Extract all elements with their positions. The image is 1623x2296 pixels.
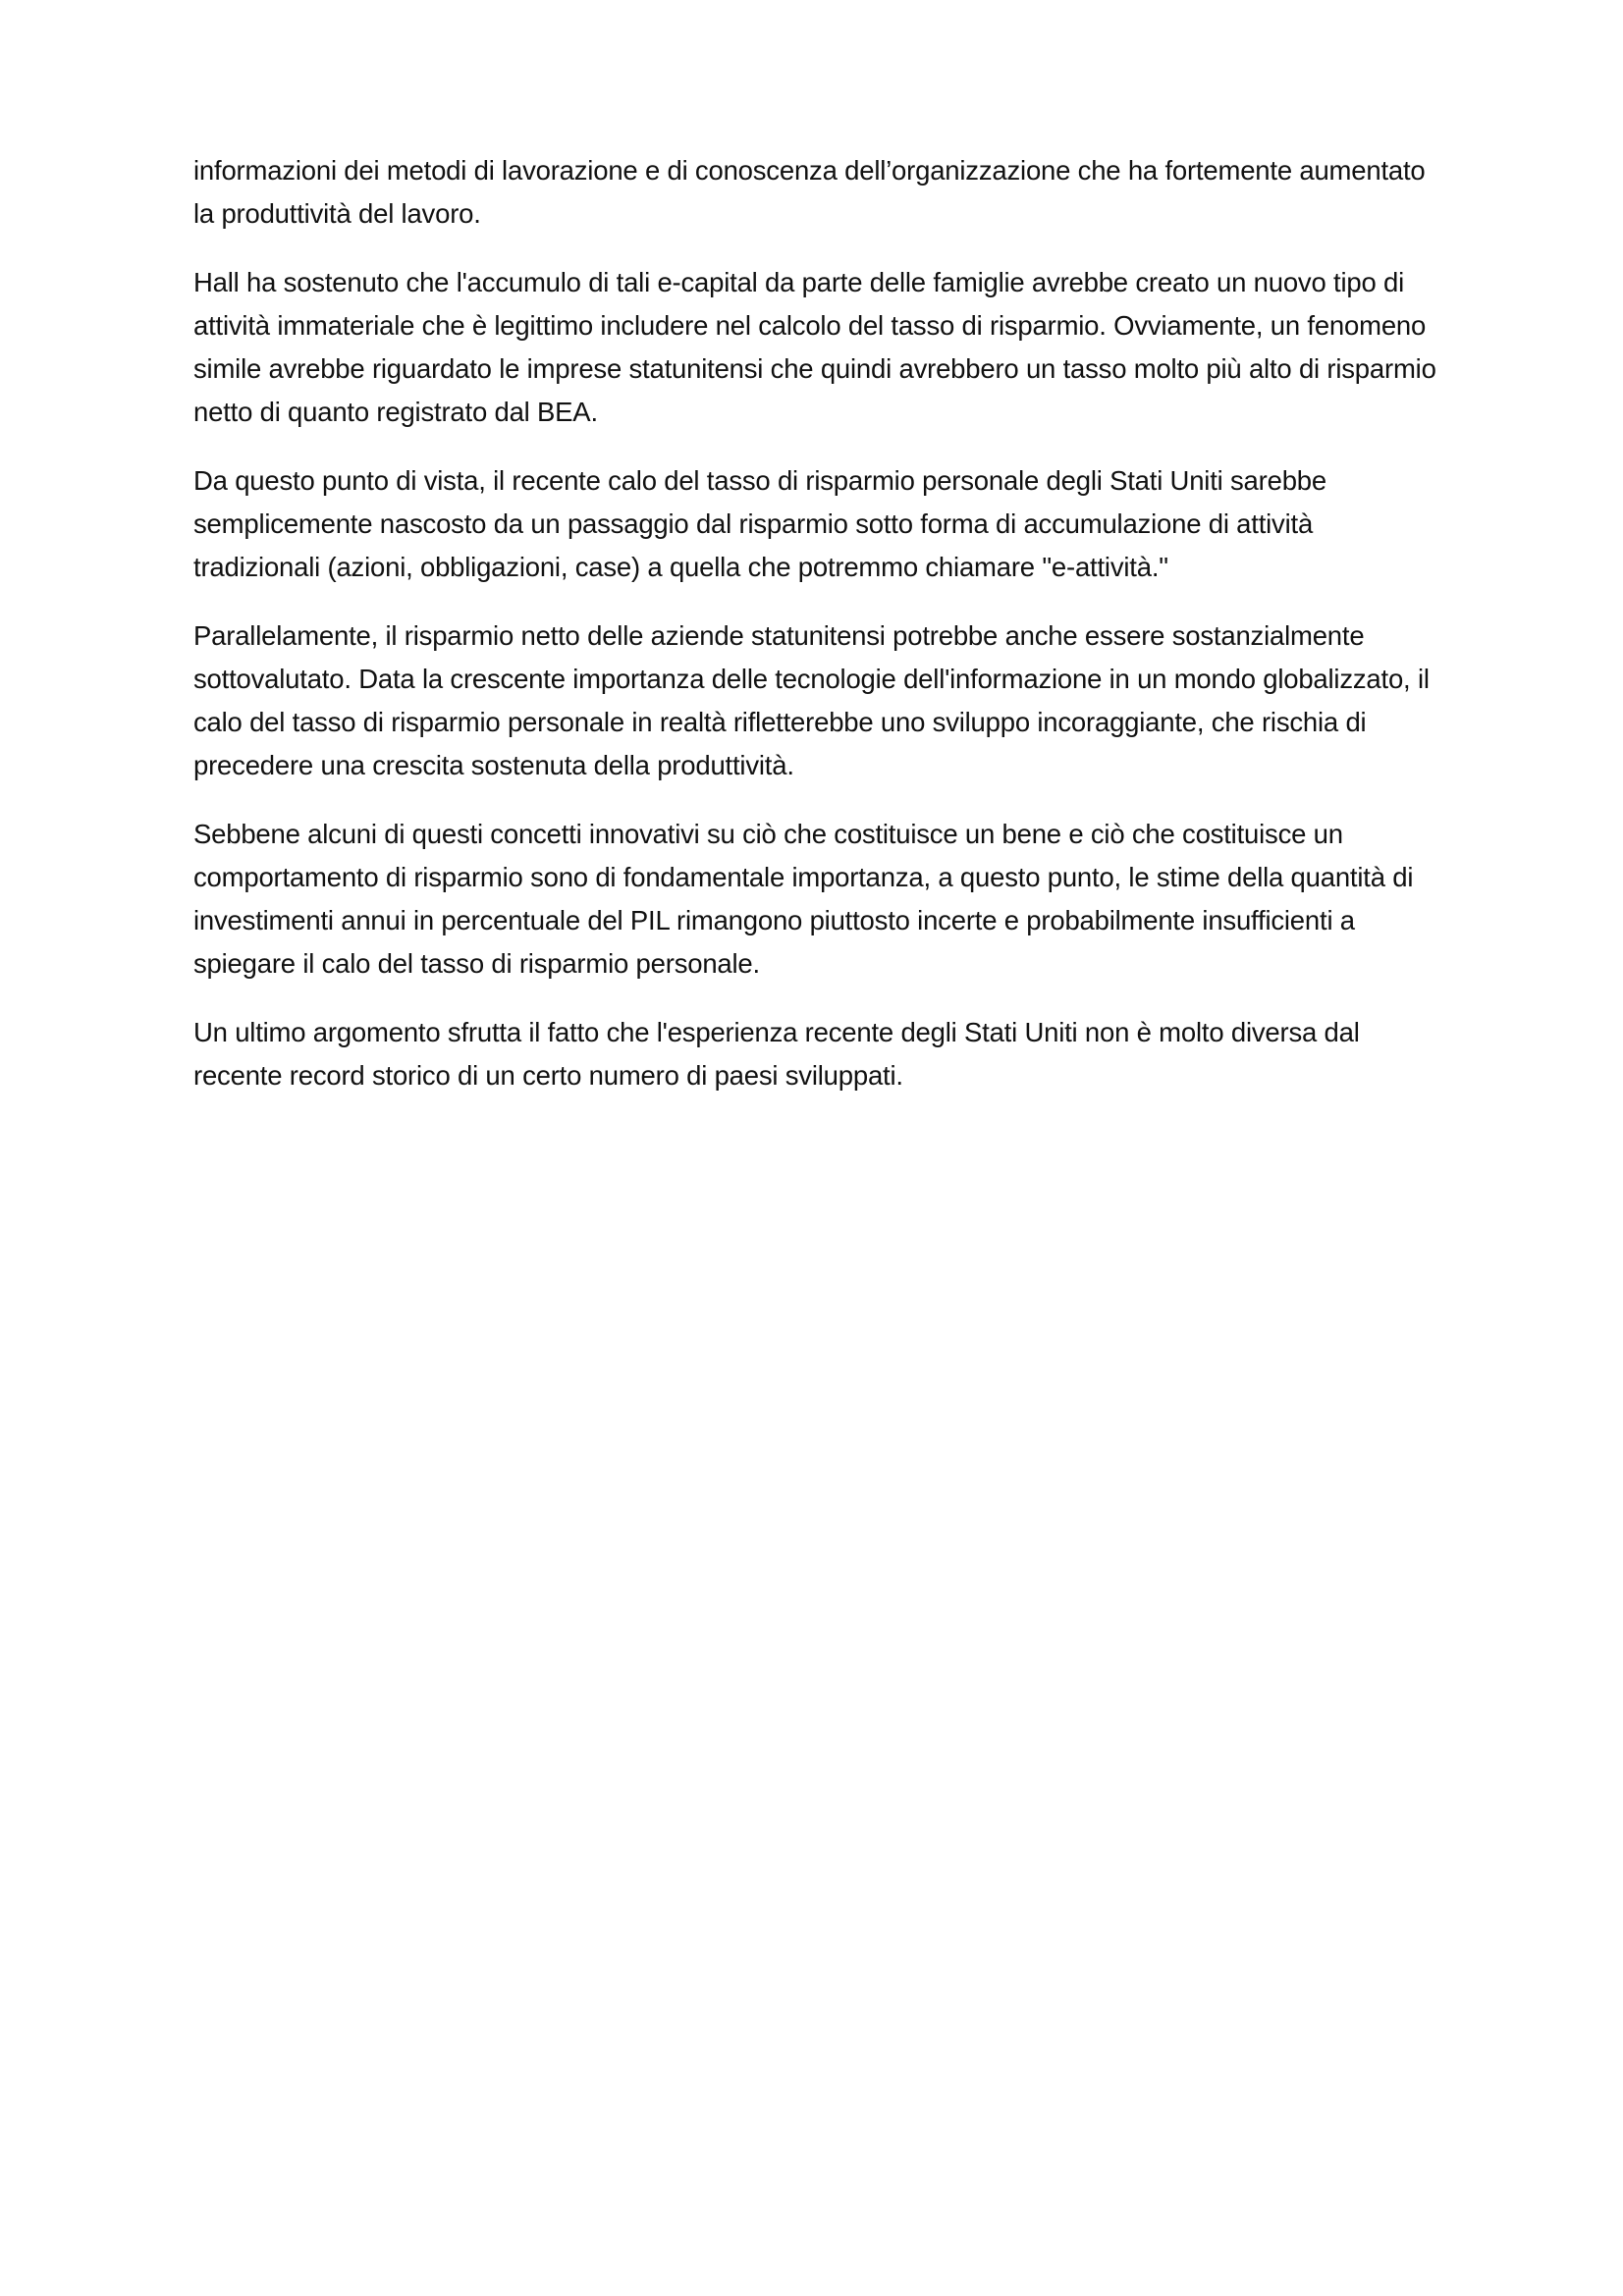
paragraph-6: Un ultimo argomento sfrutta il fatto che l'esperienza recente degli Stati Uniti non è molto diversa dal recente record storico di un certo numero di paesi sviluppati. [193,1017,1360,1091]
document-body [193,149,1440,1123]
paragraph-5: Sebbene alcuni di questi concetti innovativi su ciò che costituisce un bene e ciò che costituisce un comportamento di risparmio sono di fondamentale importanza, a questo punto, le stime della quantità di investimenti annui in percentuale del PIL rimangono piuttosto incerte e probabilmente insufficienti a spiegare il calo del tasso di risparmio personale. [193,819,1414,979]
paragraph-1: informazioni dei metodi di lavorazione e di conoscenza dell’organizzazione che ha fortemente aumentato la produttività del lavoro. [193,155,1426,229]
paragraph-4: Parallelamente, il risparmio netto delle aziende statunitensi potrebbe anche essere sostanzialmente sottovalutato. Data la crescente importanza delle tecnologie dell'informazione in un mondo globalizzato, il calo del tasso di risparmio personale in realtà rifletterebbe uno sviluppo incoraggiante, che rischia di precedere una crescita sostenuta della produttività. [193,620,1430,780]
paragraph-2: Hall ha sostenuto che l'accumulo di tali e-capital da parte delle famiglie avrebbe creato un nuovo tipo di attività immateriale che è legittimo includere nel calcolo del tasso di risparmio. Ovviamente, un fenomeno simile avrebbe riguardato le imprese statunitensi che quindi avrebbero un tasso molto più alto di risparmio netto di quanto registrato dal BEA. [193,267,1436,427]
paragraph-3: Da questo punto di vista, il recente calo del tasso di risparmio personale degli Stati Uniti sarebbe semplicemente nascosto da un passaggio dal risparmio sotto forma di accumulazione di attività tradizionali (azioni, obbligazioni, case) a quella che potremmo chiamare "e-attività." [193,465,1326,582]
